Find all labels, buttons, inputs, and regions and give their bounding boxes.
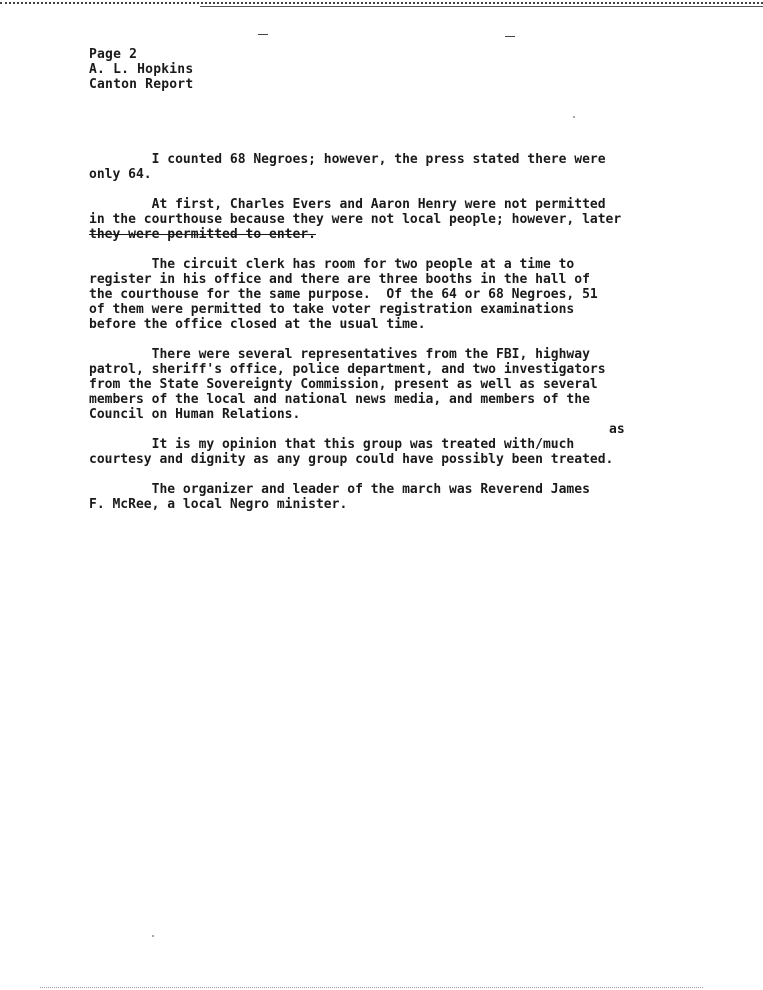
paragraph-circuit-clerk <box>89 257 709 332</box>
paragraph-evers-henry <box>89 197 709 242</box>
scan-speck <box>152 935 154 937</box>
scan-top-rule <box>200 6 763 7</box>
text-line: register in his office and there are three booths in the hall of <box>89 272 590 287</box>
text-line: At first, Charles Evers and Aaron Henry were not permitted <box>89 197 606 212</box>
text-line: I counted 68 Negroes; however, the press stated there were <box>89 152 606 167</box>
text-line: F. McRee, a local Negro minister. <box>89 497 348 512</box>
text-line: Council on Human Relations. <box>89 407 301 422</box>
page-number: Page 2 <box>89 47 138 62</box>
inserted-word: as <box>609 422 625 437</box>
scan-mark <box>258 34 268 35</box>
text-line: of them were permitted to take voter registration examinations <box>89 302 575 317</box>
text-line: It is my opinion that this group was treated with/much <box>89 437 575 452</box>
text-line: patrol, sheriff's office, police department, and two investigators <box>89 362 606 377</box>
paragraph-count <box>89 152 709 182</box>
text-line: There were several representatives from the FBI, highway <box>89 347 590 362</box>
scan-speck <box>573 116 575 118</box>
struck-text-line: they were permitted to enter. <box>89 227 316 242</box>
paragraph-opinion <box>89 422 709 467</box>
text-line: the courthouse for the same purpose. Of the 64 or 68 Negroes, 51 <box>89 287 598 302</box>
text-line: only 64. <box>89 167 152 182</box>
text-line: before the office closed at the usual time. <box>89 317 426 332</box>
report-title: Canton Report <box>89 77 194 92</box>
author-name: A. L. Hopkins <box>89 62 194 77</box>
paragraph-representatives <box>89 347 709 422</box>
scan-bottom-border <box>40 987 703 988</box>
page-header <box>89 47 193 92</box>
text-line: from the State Sovereignty Commission, present as well as several <box>89 377 598 392</box>
text-line: members of the local and national news media, and members of the <box>89 392 590 407</box>
text-line: The circuit clerk has room for two people at a time to <box>89 257 575 272</box>
text-line: in the courthouse because they were not local people; however, later <box>89 212 622 227</box>
scan-top-border <box>0 2 763 4</box>
document-body <box>89 152 709 527</box>
text-line: The organizer and leader of the march was Reverend James <box>89 482 590 497</box>
text-line: courtesy and dignity as any group could have possibly been treated. <box>89 452 614 467</box>
paragraph-organizer <box>89 482 709 512</box>
scan-mark <box>505 36 515 37</box>
